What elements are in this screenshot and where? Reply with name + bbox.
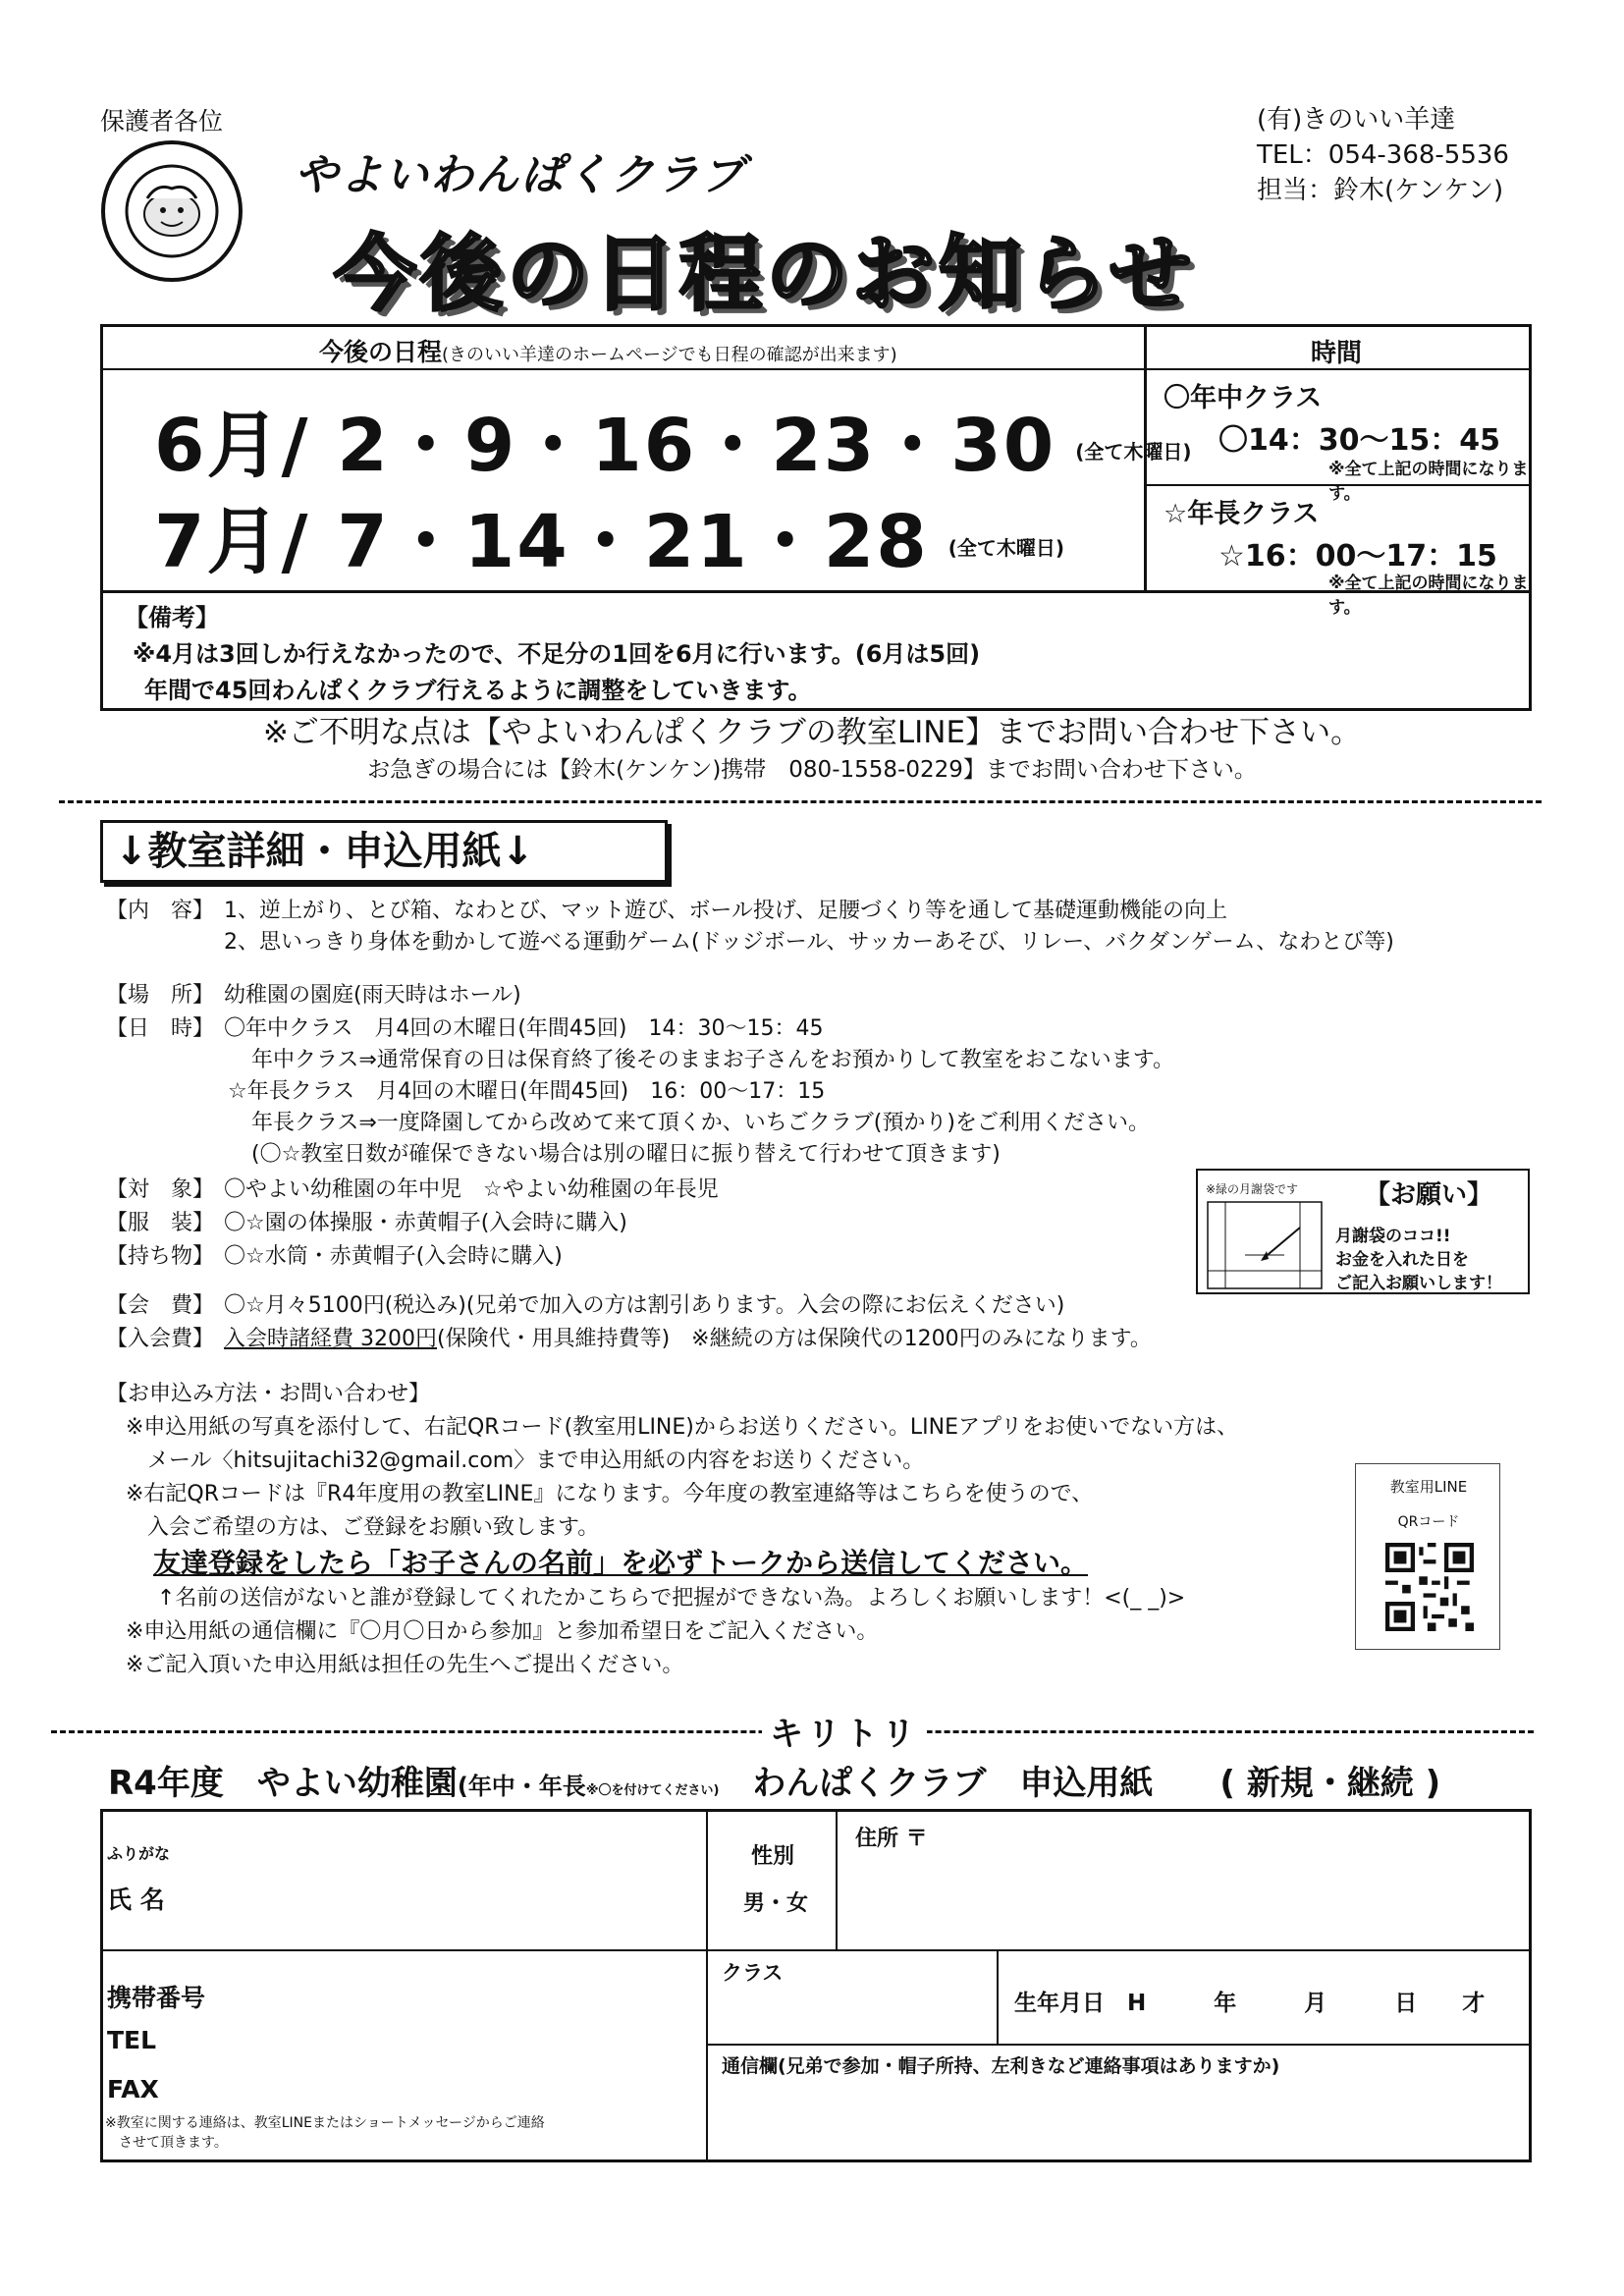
items-label: 【持ち物】 xyxy=(106,1244,215,1269)
july-dates-text: 7月/ 7・14・21・28 xyxy=(154,500,929,584)
company-info xyxy=(1257,102,1509,208)
fax-label: FAX xyxy=(107,2075,159,2104)
envelope-note: ※緑の月謝袋です xyxy=(1206,1182,1299,1196)
request-line-3: ご記入お願いします！ xyxy=(1335,1274,1502,1293)
club-name: やよいわんぱくクラブ xyxy=(295,150,746,200)
schedule-table xyxy=(100,324,1532,711)
items-value: 〇☆水筒・赤黄帽子(入会時に購入) xyxy=(224,1244,563,1269)
class-field[interactable] xyxy=(722,1989,987,2038)
form-title xyxy=(108,1756,1440,1804)
phone-field[interactable] xyxy=(162,2018,692,2106)
items-row xyxy=(106,1239,563,1270)
address-label: 住所 〒 xyxy=(855,1827,928,1851)
recipient-label: 保護者各位 xyxy=(100,107,224,136)
schedule-header-note: (きのいい羊達のホームページでも日程の確認が出来ます) xyxy=(442,345,897,365)
june-day-tag: (全て木曜日) xyxy=(1075,439,1192,464)
club-logo xyxy=(98,137,245,285)
application-line-1: ※申込用紙の写真を添付して、右記QRコード(教室用LINE)からお送りください。LINEアプリをお使いでない方は、 xyxy=(126,1415,1239,1440)
payment-request-box xyxy=(1196,1169,1530,1294)
form-title-type: ( 新規・継続 ) xyxy=(1219,1764,1441,1803)
divider xyxy=(59,800,1542,803)
line-qr-box xyxy=(1355,1463,1500,1650)
content-label: 【内 容】 xyxy=(106,899,215,923)
clothes-row xyxy=(106,1206,627,1236)
content-1: 1、逆上がり、とび箱、なわとび、マット遊び、ボール投げ、足腰づくり等を通して基礎運動機能の向上 xyxy=(224,899,1228,923)
datetime-label: 【日 時】 xyxy=(106,1016,215,1041)
content-2: 2、思いっきり身体を動かして遊べる運動ゲーム(ドッジボール、サッカーあそび、リレー、バクダンゲーム、なわとび等) xyxy=(224,930,1394,955)
clothes-label: 【服 装】 xyxy=(106,1211,215,1235)
clothes-value: 〇☆園の体操服・赤黄帽子(入会時に購入) xyxy=(224,1211,627,1235)
time-nenchu-note: ※全て上記の時間になります。 xyxy=(1328,460,1529,504)
name-field[interactable] xyxy=(221,1831,692,1940)
birthdate-label: 生年月日 H 年 月 日 才 xyxy=(1014,1991,1486,2016)
place-row xyxy=(106,978,521,1009)
contact-note-2: させて頂きます。 xyxy=(119,2135,228,2151)
address-field[interactable] xyxy=(849,1851,1517,1943)
datetime-5: (〇☆教室日数が確保できない場合は別の曜日に振り替えて行わせて頂きます) xyxy=(251,1142,1001,1167)
content-row-1 xyxy=(106,894,1227,924)
request-title: 【お願い】 xyxy=(1365,1180,1493,1210)
fee-row xyxy=(106,1288,1064,1319)
june-dates-text: 6月/ 2・9・16・23・30 xyxy=(154,404,1056,488)
furigana-label: ふりがな xyxy=(107,1844,171,1863)
entry-fee-label: 【入会費】 xyxy=(106,1327,215,1351)
form-title-club: わんぱくクラブ 申込用紙 xyxy=(752,1764,1154,1803)
schedule-header xyxy=(319,333,897,368)
application-line-6: ↑名前の送信がないと誰が登録してくれたかこちらで把握ができない為。よろしくお願いします！<(_ _)> xyxy=(157,1586,1186,1611)
gender-label: 性別 xyxy=(751,1844,795,1869)
name-label: 氏 名 xyxy=(107,1886,165,1914)
july-dates xyxy=(154,484,1064,588)
application-line-4: 入会ご希望の方は、ご登録をお願い致します。 xyxy=(147,1515,600,1540)
target-value: 〇やよい幼稚園の年中児 ☆やよい幼稚園の年長児 xyxy=(224,1177,719,1202)
datetime-3: ☆年長クラス 月4回の木曜日(年間45回) 16：00～17：15 xyxy=(228,1079,826,1104)
fee-label: 【会 費】 xyxy=(106,1293,215,1318)
qr-label-1: 教室用LINE xyxy=(1389,1478,1468,1496)
schedule-header-label: 今後の日程 xyxy=(319,338,443,366)
request-line-1: 月謝袋のココ!! xyxy=(1335,1227,1451,1246)
tel-label: TEL xyxy=(107,2026,157,2054)
entry-fee-amount: 入会時諸経費 3200円 xyxy=(224,1327,437,1351)
form-title-note: ※〇を付けてください) xyxy=(585,1783,720,1798)
page-title: 今後の日程のお知らせ xyxy=(334,226,1196,322)
entry-fee-note: (保険代・用具維持費等) ※継続の方は保険代の1200円のみになります。 xyxy=(436,1327,1152,1351)
target-label: 【対 象】 xyxy=(106,1177,215,1202)
request-line-2: お金を入れた日を xyxy=(1335,1250,1469,1270)
application-line-5: 友達登録をしたら「お子さんの名前」を必ずトークから送信してください。 xyxy=(153,1547,1089,1579)
fee-value: 〇☆月々5100円(税込み)(兄弟で加入の方は割引あります。入会の際にお伝えください) xyxy=(224,1293,1065,1318)
remarks-label: 【備考】 xyxy=(125,604,219,631)
application-line-3: ※右記QRコードは『R4年度用の教室LINE』になります。今年度の教室連絡等はこちらを使うので、 xyxy=(126,1482,1094,1506)
company-tel: TEL：054-368-5536 xyxy=(1257,140,1509,170)
entry-fee-row xyxy=(106,1322,1152,1352)
datetime-4: 年長クラス⇒一度降園してから改めて来て頂くか、いちごクラブ(預かり)をご利用ください。 xyxy=(251,1111,1150,1135)
contact-note-1: ※教室に関する連絡は、教室LINEまたはショートメッセージからご連絡 xyxy=(105,2115,545,2131)
form-title-class: (年中・年長 xyxy=(457,1773,586,1800)
time-nencho-note: ※全て上記の時間になります。 xyxy=(1328,574,1529,618)
time-class-nenchu: 〇年中クラス xyxy=(1164,383,1323,413)
datetime-2: 年中クラス⇒通常保育の日は保育終了後そのままお子さんをお預かりして教室をおこないます。 xyxy=(251,1048,1175,1072)
gender-options[interactable]: 男・女 xyxy=(743,1891,809,1916)
company-name: (有)きのいい羊達 xyxy=(1257,105,1456,135)
place-label: 【場 所】 xyxy=(106,983,215,1008)
contact-person: 担当：鈴木(ケンケン) xyxy=(1257,176,1504,205)
application-line-7: ※申込用紙の通信欄に『〇月〇日から参加』と参加希望日をご記入ください。 xyxy=(126,1619,879,1644)
class-label: クラス xyxy=(722,1961,784,1985)
envelope-illustration xyxy=(1206,1200,1324,1290)
target-row xyxy=(106,1173,719,1203)
time-class-nencho: ☆年長クラス xyxy=(1164,499,1320,529)
application-form xyxy=(100,1809,1532,2162)
comm-field[interactable] xyxy=(722,2079,1517,2154)
comm-label: 通信欄(兄弟で参加・帽子所持、左利きなど連絡事項はありますか) xyxy=(722,2055,1280,2077)
place-value: 幼稚園の園庭(雨天時はホール) xyxy=(224,983,521,1008)
remarks-line-1: ※4月は3回しか行えなかったので、不足分の1回を6月に行います。(6月は5回) xyxy=(133,640,981,668)
time-nenchu-value: 〇14：30～15：45 xyxy=(1218,423,1500,458)
inquiry-line: ※ご不明な点は【やよいわんぱくクラブの教室LINE】までお問い合わせ下さい。 xyxy=(262,715,1362,750)
time-nencho-value: ☆16：00～17：15 xyxy=(1218,539,1497,574)
datetime-row xyxy=(106,1011,823,1042)
cut-label: キリトリ xyxy=(762,1707,927,1755)
june-dates xyxy=(154,388,1191,492)
qr-code-icon xyxy=(1385,1543,1474,1631)
qr-label-2: QRコード xyxy=(1397,1514,1460,1530)
section-title: ↓教室詳細・申込用紙↓ xyxy=(100,820,668,883)
remarks-line-2: 年間で45回わんぱくクラブ行えるように調整をしていきます。 xyxy=(144,677,812,704)
form-title-year: R4年度 やよい幼稚園 xyxy=(108,1764,458,1803)
time-header: 時間 xyxy=(1311,339,1363,368)
urgent-contact-line: お急ぎの場合には【鈴木(ケンケン)携帯 080-1558-0229】までお問い合わせ下さい。 xyxy=(367,757,1257,783)
application-line-2: メール〈hitsujitachi32@gmail.com〉まで申込用紙の内容をお送りください。 xyxy=(147,1449,925,1473)
july-day-tag: (全て木曜日) xyxy=(947,535,1064,560)
application-line-8: ※ご記入頂いた申込用紙は担任の先生へご提出ください。 xyxy=(126,1653,684,1677)
datetime-1: 〇年中クラス 月4回の木曜日(年間45回) 14：30～15：45 xyxy=(224,1016,824,1041)
application-heading: 【お申込み方法・お問い合わせ】 xyxy=(106,1382,431,1406)
mobile-label: 携帯番号 xyxy=(107,1984,206,2012)
